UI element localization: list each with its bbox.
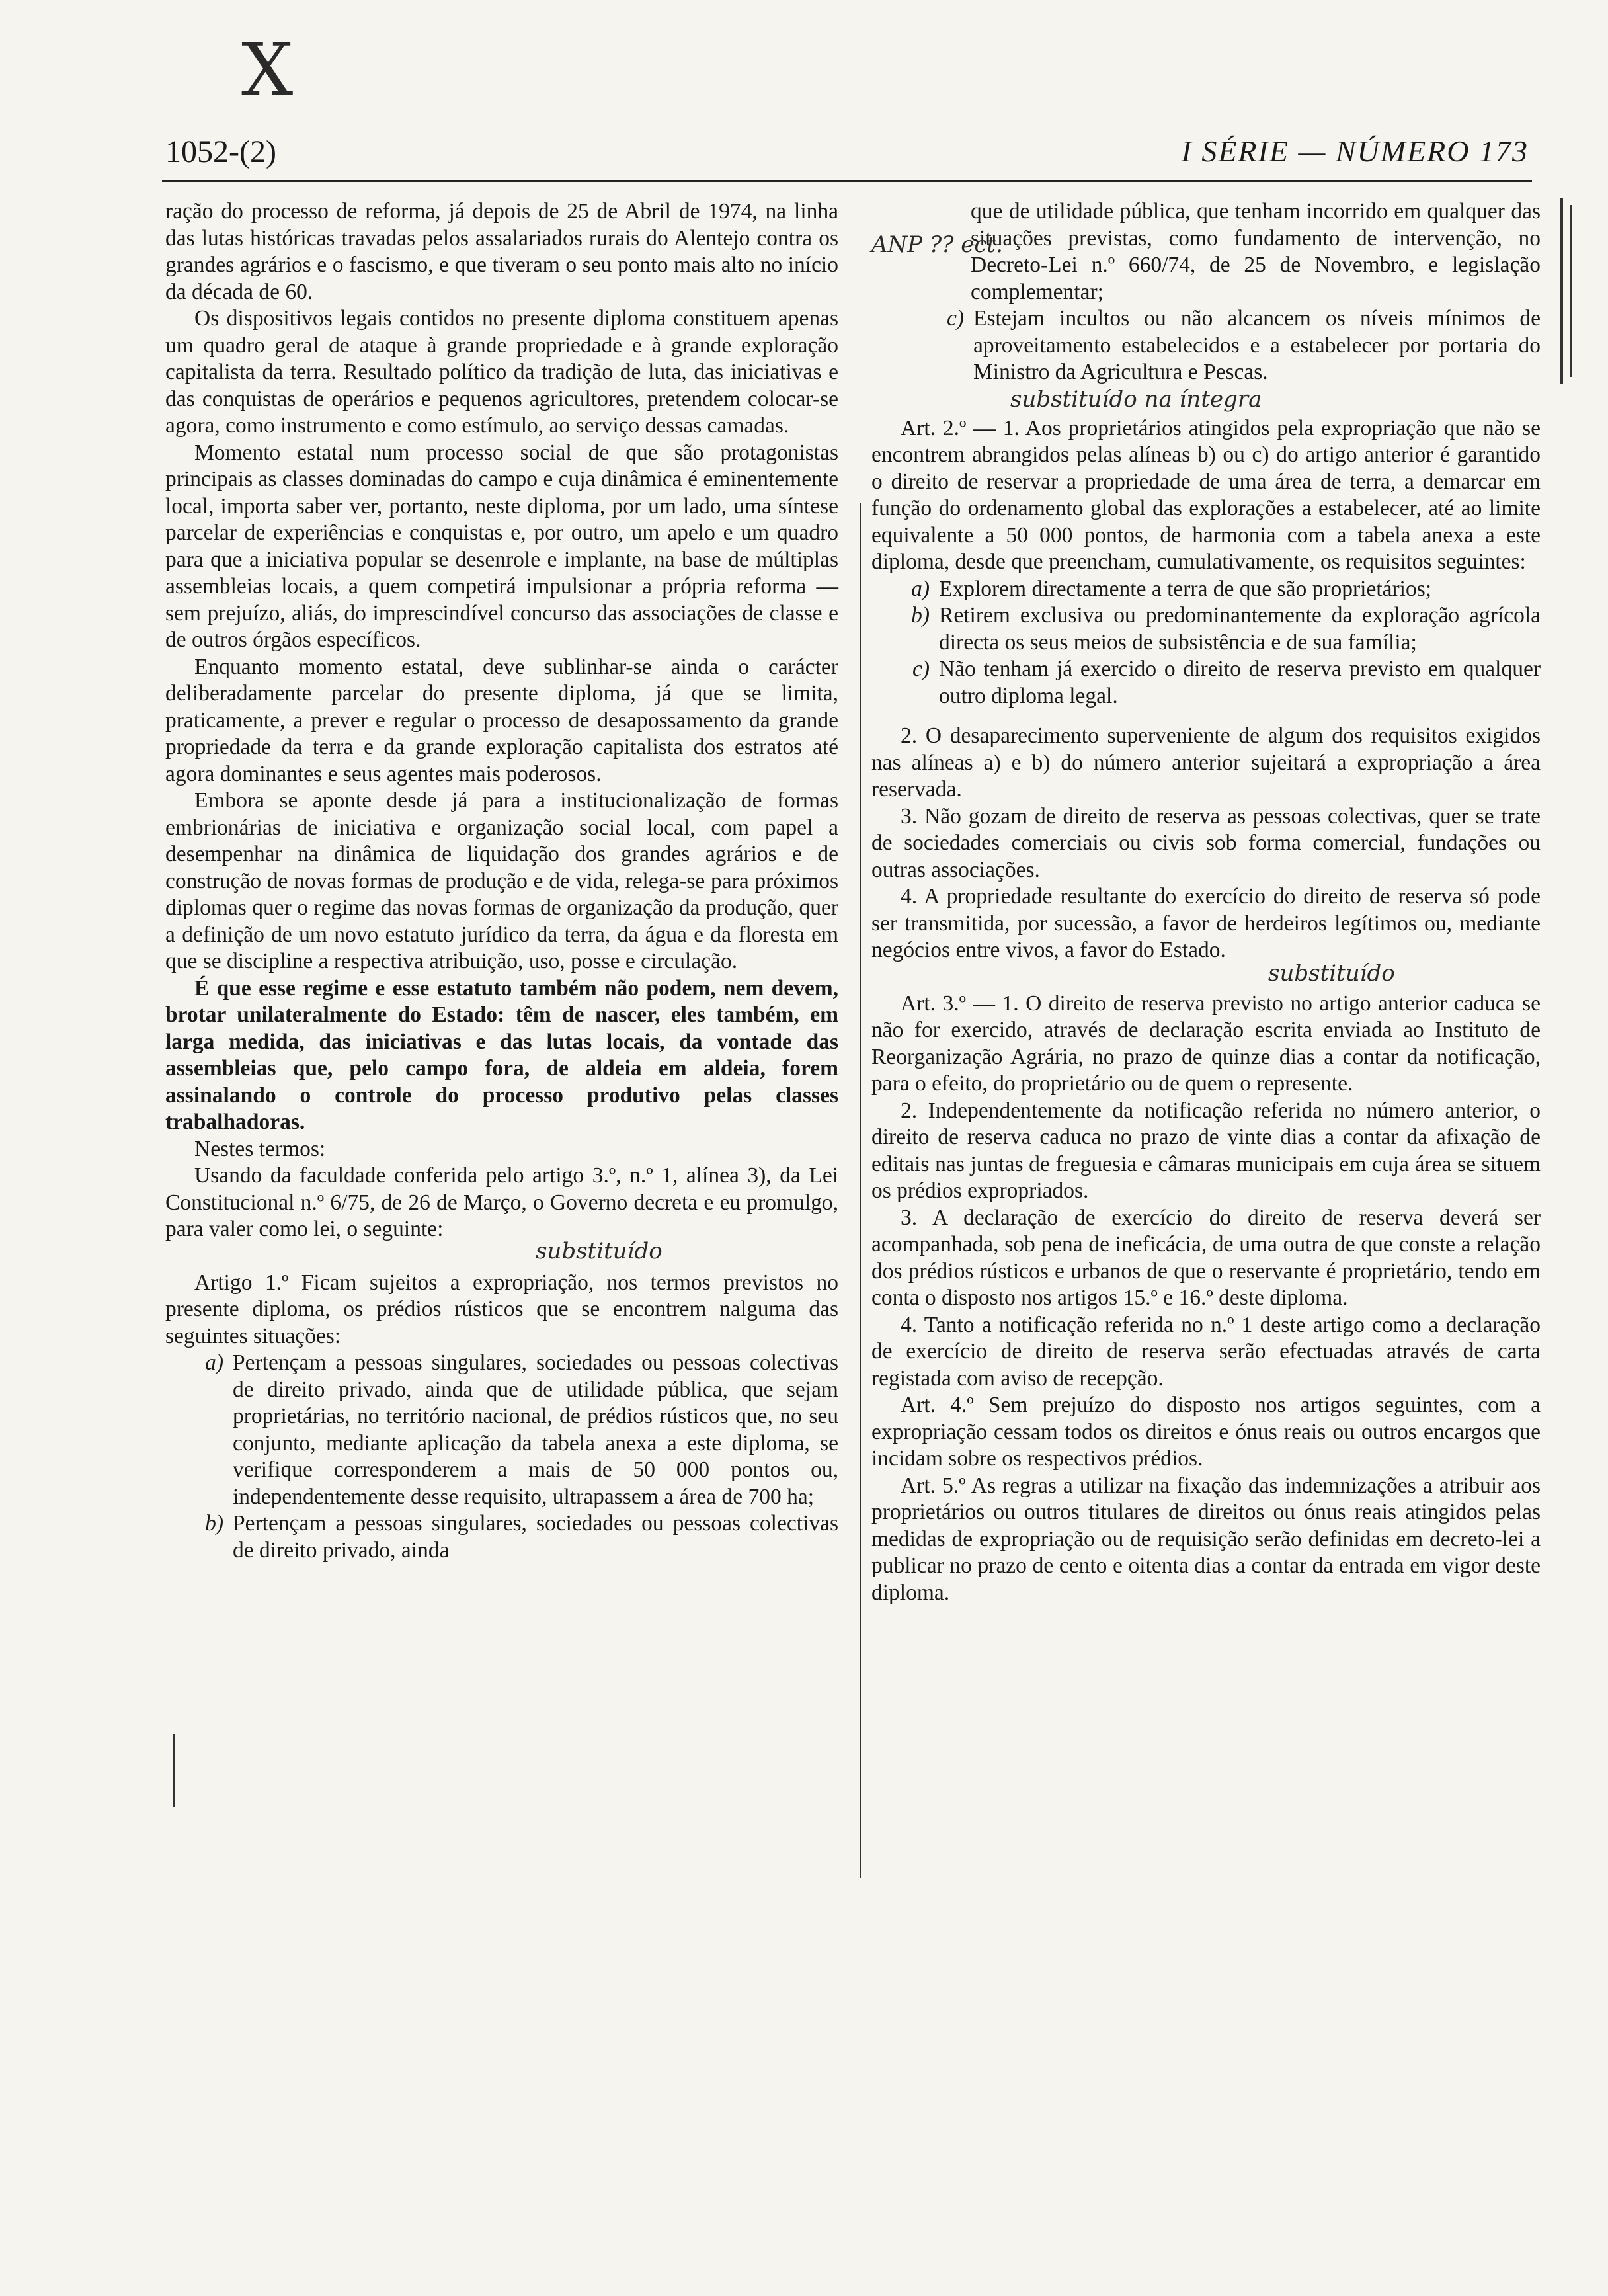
article-1-item-b (165, 1510, 838, 1564)
paragraph: Usando da faculdade conferida pelo artigo 3.º, n.º 1, alínea 3), da Lei Constitucional n.º 6/75, de 26 de Março, o Governo decreta e eu promulgo, para valer como lei, o seguinte: (165, 1163, 838, 1241)
page-number: 1052-(2) (165, 134, 276, 169)
handwritten-bracket (173, 1734, 175, 1807)
series-number: I SÉRIE — NÚMERO 173 (1181, 134, 1529, 168)
item-text: Não tenham já exercido o direito de reserva previsto em qualquer outro diploma legal. (939, 657, 1541, 708)
handwritten-note-substituido: substituído (1268, 960, 1395, 987)
article-2-paragraph-4: 4. A propriedade resultante do exercício do direito de reserva só pode ser transmitida, por sucessão, a favor de herdeiros legítimos ou, mediante negócios entre vivos, a favor do Estado. (871, 884, 1541, 962)
item-label: a) (205, 1350, 223, 1375)
article-3-paragraph-2: 2. Independentemente da notificação referida no número anterior, o direito de reserva caduca no prazo de vinte dias a contar da afixação de editais nas juntas de freguesia e câmaras municipais em cuja área se situem os prédios expropriados. (871, 1098, 1541, 1203)
handwritten-bracket (1560, 198, 1563, 384)
paragraph: Enquanto momento estatal, deve sublinhar-se ainda o carácter deliberadamente parcelar do presente diploma, já que se limita, praticamente, a prever e regular o processo de desapossamento da grande propriedade da terra e da grande exploração capitalista dos estratos até agora dominantes e seus agentes mais poderosos. (165, 654, 838, 786)
handwritten-margin-line (860, 503, 861, 1878)
article-2-item-a (871, 576, 1541, 603)
item-text: Pertençam a pessoas singulares, sociedades ou pessoas colectivas de direito privado, ainda (233, 1511, 838, 1563)
paragraph: Momento estatal num processo social de que são protagonistas principais as classes dominadas do campo e cuja dinâmica é eminentemente local, importa saber ver, portanto, neste diploma, por um lado, uma síntese parcelar de experiências e conquistas e, por outro, um apelo e um quadro para que a iniciativa popular se desenrole e implante, na base de múltiplas assembleias locais, a quem competirá impulsionar a própria reforma — sem prejuízo, aliás, do imprescindível concurso das associações de classe e de outros órgãos específicos. (165, 440, 838, 652)
item-text: Retirem exclusiva ou predominantemente da exploração agrícola directa os seus meios de subsistência e de sua família; (939, 603, 1541, 655)
article-1-intro: Artigo 1.º Ficam sujeitos a expropriação, nos termos previstos no presente diploma, os prédios rústicos que se encontrem nalguma das seguintes situações: (165, 1270, 838, 1348)
paragraph: Embora se aponte desde já para a institucionalização de formas embrionárias de iniciativa e organização social local, com papel a desempenhar na dinâmica de liquidação dos grandes agrários e de construção de novas formas de produção e de vida, relega-se para próximos diplomas quer o regime das novas formas de organização da produção, quer a definição de um novo estatuto jurídico da terra, da água e da floresta em que se discipline a respectiva atribuição, uso, posse e circulação. (165, 788, 838, 973)
paragraph: Os dispositivos legais contidos no presente diploma constituem apenas um quadro geral de ataque à grande propriedade e à grande exploração capitalista da terra. Resultado político da tradição de luta, das iniciativas e das conquistas de operários e pequenos agricultores, pretendem colocar-se agora, como instrumento e como estímulo, ao serviço dessas camadas. (165, 306, 838, 438)
paragraph: ração do processo de reforma, já depois de 25 de Abril de 1974, na linha das lutas históricas travadas pelos assalariados rurais do Alentejo contra os grandes agrários e o fascismo, e que tiveram o seu ponto mais alto no início da década de 60. (165, 199, 838, 304)
article-4: Art. 4.º Sem prejuízo do disposto nos artigos seguintes, com a expropriação cessam todos os direitos e ónus reais ou outros encargos que incidam sobre os respectivos prédios. (871, 1393, 1541, 1471)
article-2-paragraph-1: Art. 2.º — 1. Aos proprietários atingidos pela expropriação que não se encontrem abrangidos pelas alíneas b) ou c) do artigo anterior é garantido o direito de reservar a propriedade de uma área de terra, a demarcar em função do ordenamento global das explorações a estabelecer, até ao limite equivalente a 50 000 pontos, de harmonia com a tabela anexa a este diploma, desde que preencham, cumulativamente, os requisitos seguintes: (871, 415, 1541, 574)
article-2-paragraph-3: 3. Não gozam de direito de reserva as pessoas colectivas, quer se trate de sociedades comerciais ou civis sob forma comercial, fundações ou outras associações. (871, 803, 1541, 882)
handwritten-note-substituido: substituído (536, 1237, 663, 1264)
item-text: Estejam incultos ou não alcancem os níveis mínimos de aproveitamento estabelecidos e a estabelecer por portaria do Ministro da Agricultura e Pescas. (973, 306, 1541, 384)
paragraph: Nestes termos: (194, 1136, 326, 1161)
annotation-row (871, 960, 1541, 991)
handwritten-x-mark: X (241, 27, 294, 112)
right-column (871, 198, 1541, 1606)
article-1-item-c (871, 306, 1541, 386)
article-5: Art. 5.º As regras a utilizar na fixação das indemnizações a atribuir aos proprietários ou outros titulares de direitos ou ónus reais atingidos pelas medidas de expropriação ou de requisição serão definidas em decreto-lei a publicar no prazo de cento e oitenta dias a contar da entrada em vigor deste diploma. (871, 1473, 1541, 1605)
left-column (165, 198, 838, 1564)
article-3-paragraph-4: 4. Tanto a notificação referida no n.º 1 deste artigo como a declaração de exercício de direito de reserva serão efectuadas através de carta registada com aviso de recepção. (871, 1312, 1541, 1391)
article-3-paragraph-1: Art. 3.º — 1. O direito de reserva previsto no artigo anterior caduca se não for exercido, através de declaração escrita enviada ao Instituto de Reorganização Agrária, no prazo de quinze dias a contar da notificação, para o efeito, do proprietário ou de quem o represente. (871, 991, 1541, 1096)
item-label: c) (946, 306, 964, 331)
article-2-item-c (871, 656, 1541, 710)
article-1-item-b-continuation (871, 198, 1541, 306)
handwritten-bracket (1570, 205, 1572, 377)
item-text: Pertençam a pessoas singulares, sociedades ou pessoas colectivas de direito privado, ainda que de utilidade pública, que sejam proprietárias, no território nacional, de prédios rústicos que, no seu conjunto, mediante aplicação da tabela anexa a este diploma, se verifique corresponderem a mais de 50 000 pontos ou, independentemente desse requisito, ultrapassem a área de 700 ha; (233, 1350, 838, 1509)
item-text: Explorem directamente a terra de que são proprietários; (939, 576, 1432, 601)
paragraph: É que esse regime e esse estatuto também não podem, nem devem, brotar unilateralmente do Estado: têm de nascer, eles também, em larga medida, das iniciativas e das lutas locais, da vontade das assembleias que, pelo campo fora, de aldeia em aldeia, forem assinalando o controle do processo produtivo pelas classes trabalhadoras. (165, 975, 838, 1134)
handwritten-margin-note: ANP ?? ect. (871, 231, 1003, 258)
continuation-text: que de utilidade pública, que tenham incorrido em qualquer das situações previstas, como fundamento de intervenção, no Decreto-Lei n.º 660/74, de 25 de Novembro, e legislação complementar; (971, 199, 1541, 304)
item-label: a) (911, 576, 930, 601)
article-2-item-b (871, 602, 1541, 656)
article-1-item-a (165, 1350, 838, 1510)
handwritten-note-substituido-integra: substituído na íntegra (1010, 386, 1262, 413)
article-2-paragraph-2: 2. O desaparecimento superveniente de algum dos requisitos exigidos nas alíneas a) e b) do número anterior sujeitará a expropriação a área reservada. (871, 723, 1541, 801)
item-label: b) (205, 1511, 223, 1536)
annotation-row (165, 1237, 838, 1270)
article-3-paragraph-3: 3. A declaração de exercício do direito de reserva deverá ser acompanhada, sob pena de ineficácia, de uma outra de que conste a relação dos prédios rústicos e urbanos de que o reservante é proprietário, tendo em conta o disposto nos artigos 15.º e 16.º deste diploma. (871, 1205, 1541, 1310)
annotation-row (871, 386, 1541, 415)
item-label: c) (912, 657, 930, 681)
header-rule (162, 180, 1532, 182)
item-label: b) (911, 603, 930, 628)
